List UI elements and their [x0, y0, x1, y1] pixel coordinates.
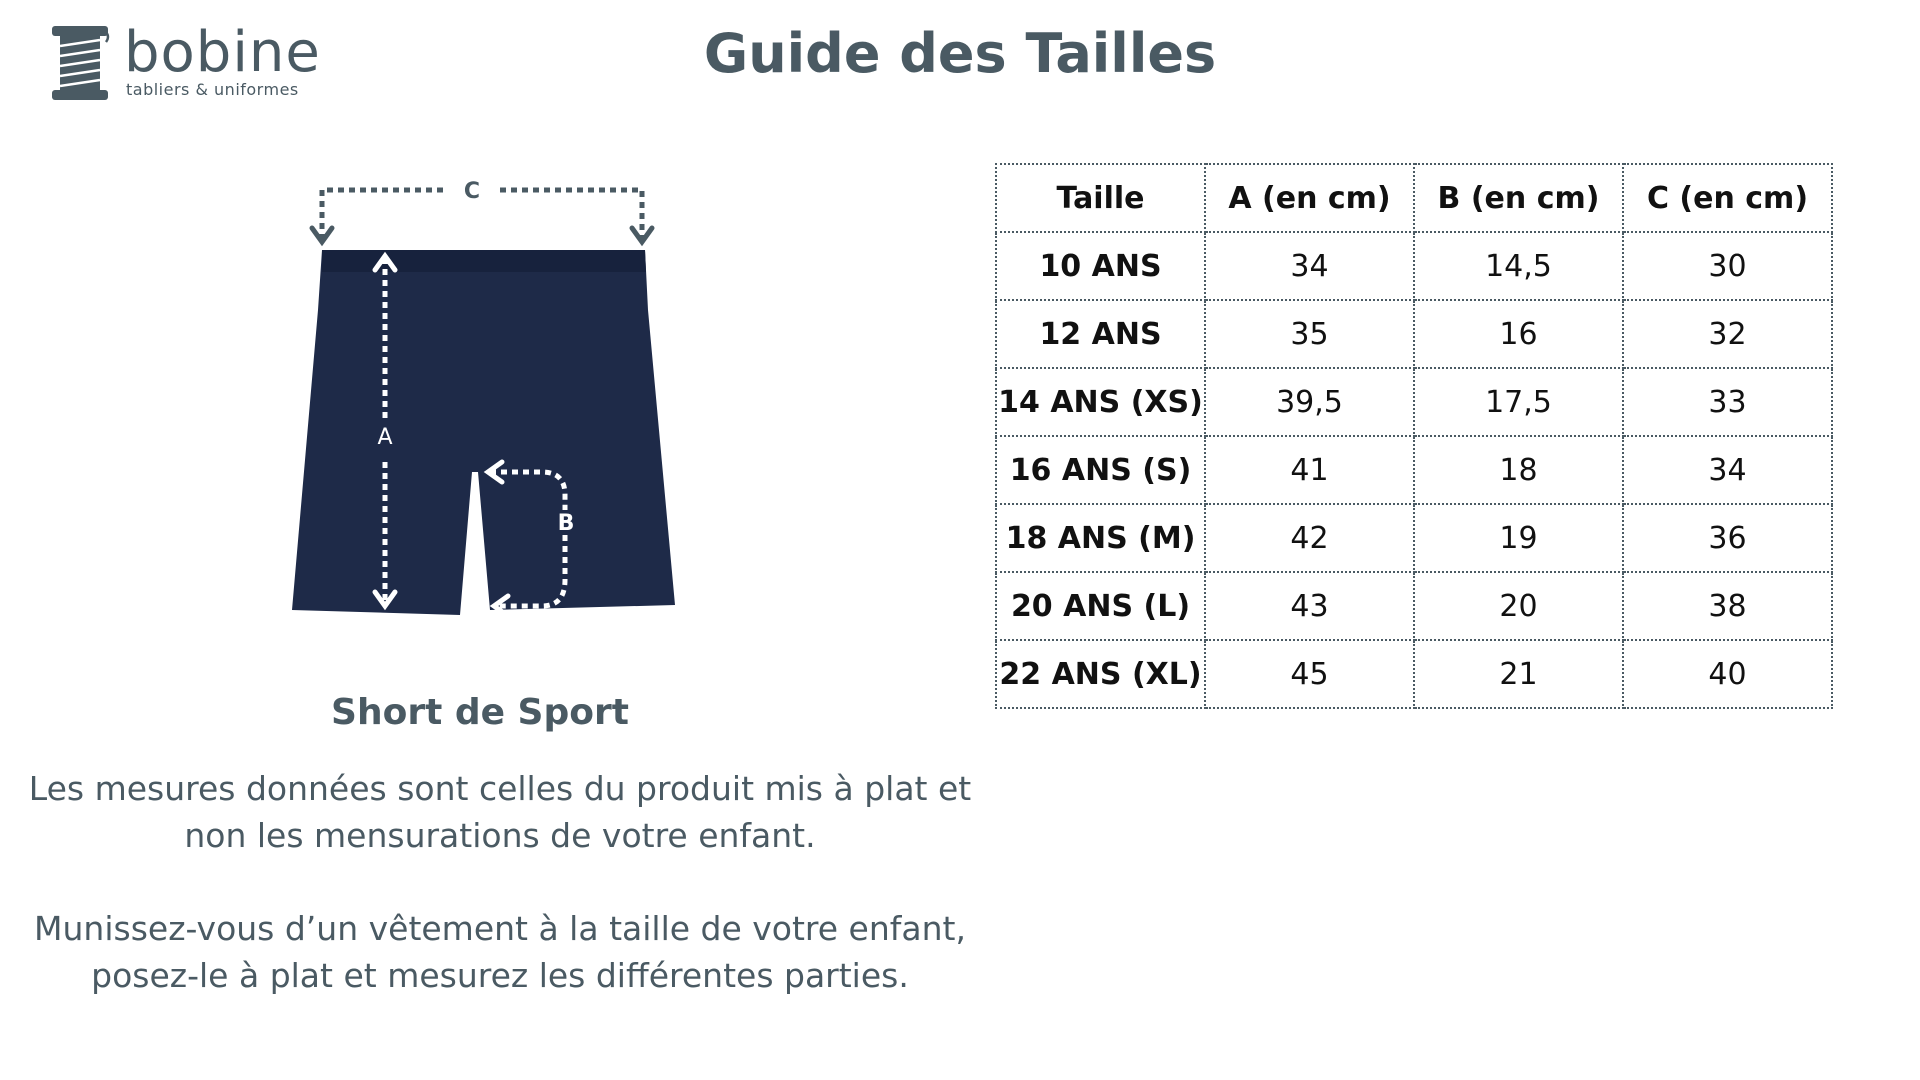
- column-header: B (en cm): [1414, 164, 1623, 232]
- measure-cell: 34: [1623, 436, 1832, 504]
- measure-cell: 20: [1414, 572, 1623, 640]
- measure-cell: 38: [1623, 572, 1832, 640]
- note-line: Les mesures données sont celles du produit mis à plat et: [28, 769, 972, 808]
- size-cell: 10 ANS: [996, 232, 1205, 300]
- column-header: Taille: [996, 164, 1205, 232]
- page-title: Guide des Tailles: [703, 22, 1217, 85]
- arrow-c: [322, 190, 642, 240]
- label-b: B: [557, 511, 575, 536]
- label-a: A: [377, 425, 393, 450]
- measure-cell: 39,5: [1205, 368, 1414, 436]
- measure-cell: 19: [1414, 504, 1623, 572]
- brand-tagline: tabliers & uniformes: [126, 80, 299, 99]
- size-cell: 16 ANS (S): [996, 436, 1205, 504]
- note-line: Munissez-vous d’un vêtement à la taille de votre enfant,: [34, 909, 966, 948]
- measure-cell: 30: [1623, 232, 1832, 300]
- measure-cell: 41: [1205, 436, 1414, 504]
- measure-cell: 35: [1205, 300, 1414, 368]
- measure-cell: 40: [1623, 640, 1832, 708]
- table-row: [996, 572, 1832, 640]
- product-name: Short de Sport: [331, 692, 629, 733]
- measure-cell: 34: [1205, 232, 1414, 300]
- note-line: non les mensurations de votre enfant.: [184, 816, 816, 855]
- size-cell: 22 ANS (XL): [996, 640, 1205, 708]
- measure-cell: 18: [1414, 436, 1623, 504]
- measurement-note: [0, 765, 1000, 859]
- measure-cell: 42: [1205, 504, 1414, 572]
- measure-cell: 14,5: [1414, 232, 1623, 300]
- measure-cell: 17,5: [1414, 368, 1623, 436]
- table-header-row: [996, 164, 1832, 232]
- size-table: [995, 163, 1833, 709]
- shorts-measurement-illustration: [280, 160, 700, 630]
- size-cell: 14 ANS (XS): [996, 368, 1205, 436]
- table-row: [996, 232, 1832, 300]
- column-header: C (en cm): [1623, 164, 1832, 232]
- measure-cell: 33: [1623, 368, 1832, 436]
- brand-name: bobine: [124, 20, 321, 85]
- measure-cell: 43: [1205, 572, 1414, 640]
- measure-cell: 21: [1414, 640, 1623, 708]
- measure-cell: 45: [1205, 640, 1414, 708]
- note-line: posez-le à plat et mesurez les différentes parties.: [91, 956, 909, 995]
- size-cell: 12 ANS: [996, 300, 1205, 368]
- size-cell: 20 ANS (L): [996, 572, 1205, 640]
- shorts-garment: [292, 250, 675, 615]
- table-row: [996, 300, 1832, 368]
- measure-cell: 36: [1623, 504, 1832, 572]
- table-row: [996, 436, 1832, 504]
- measure-cell: 16: [1414, 300, 1623, 368]
- measure-cell: 32: [1623, 300, 1832, 368]
- table-row: [996, 368, 1832, 436]
- size-cell: 18 ANS (M): [996, 504, 1205, 572]
- table-row: [996, 504, 1832, 572]
- column-header: A (en cm): [1205, 164, 1414, 232]
- label-c: C: [463, 179, 481, 204]
- table-row: [996, 640, 1832, 708]
- measuring-instructions: [0, 905, 1000, 999]
